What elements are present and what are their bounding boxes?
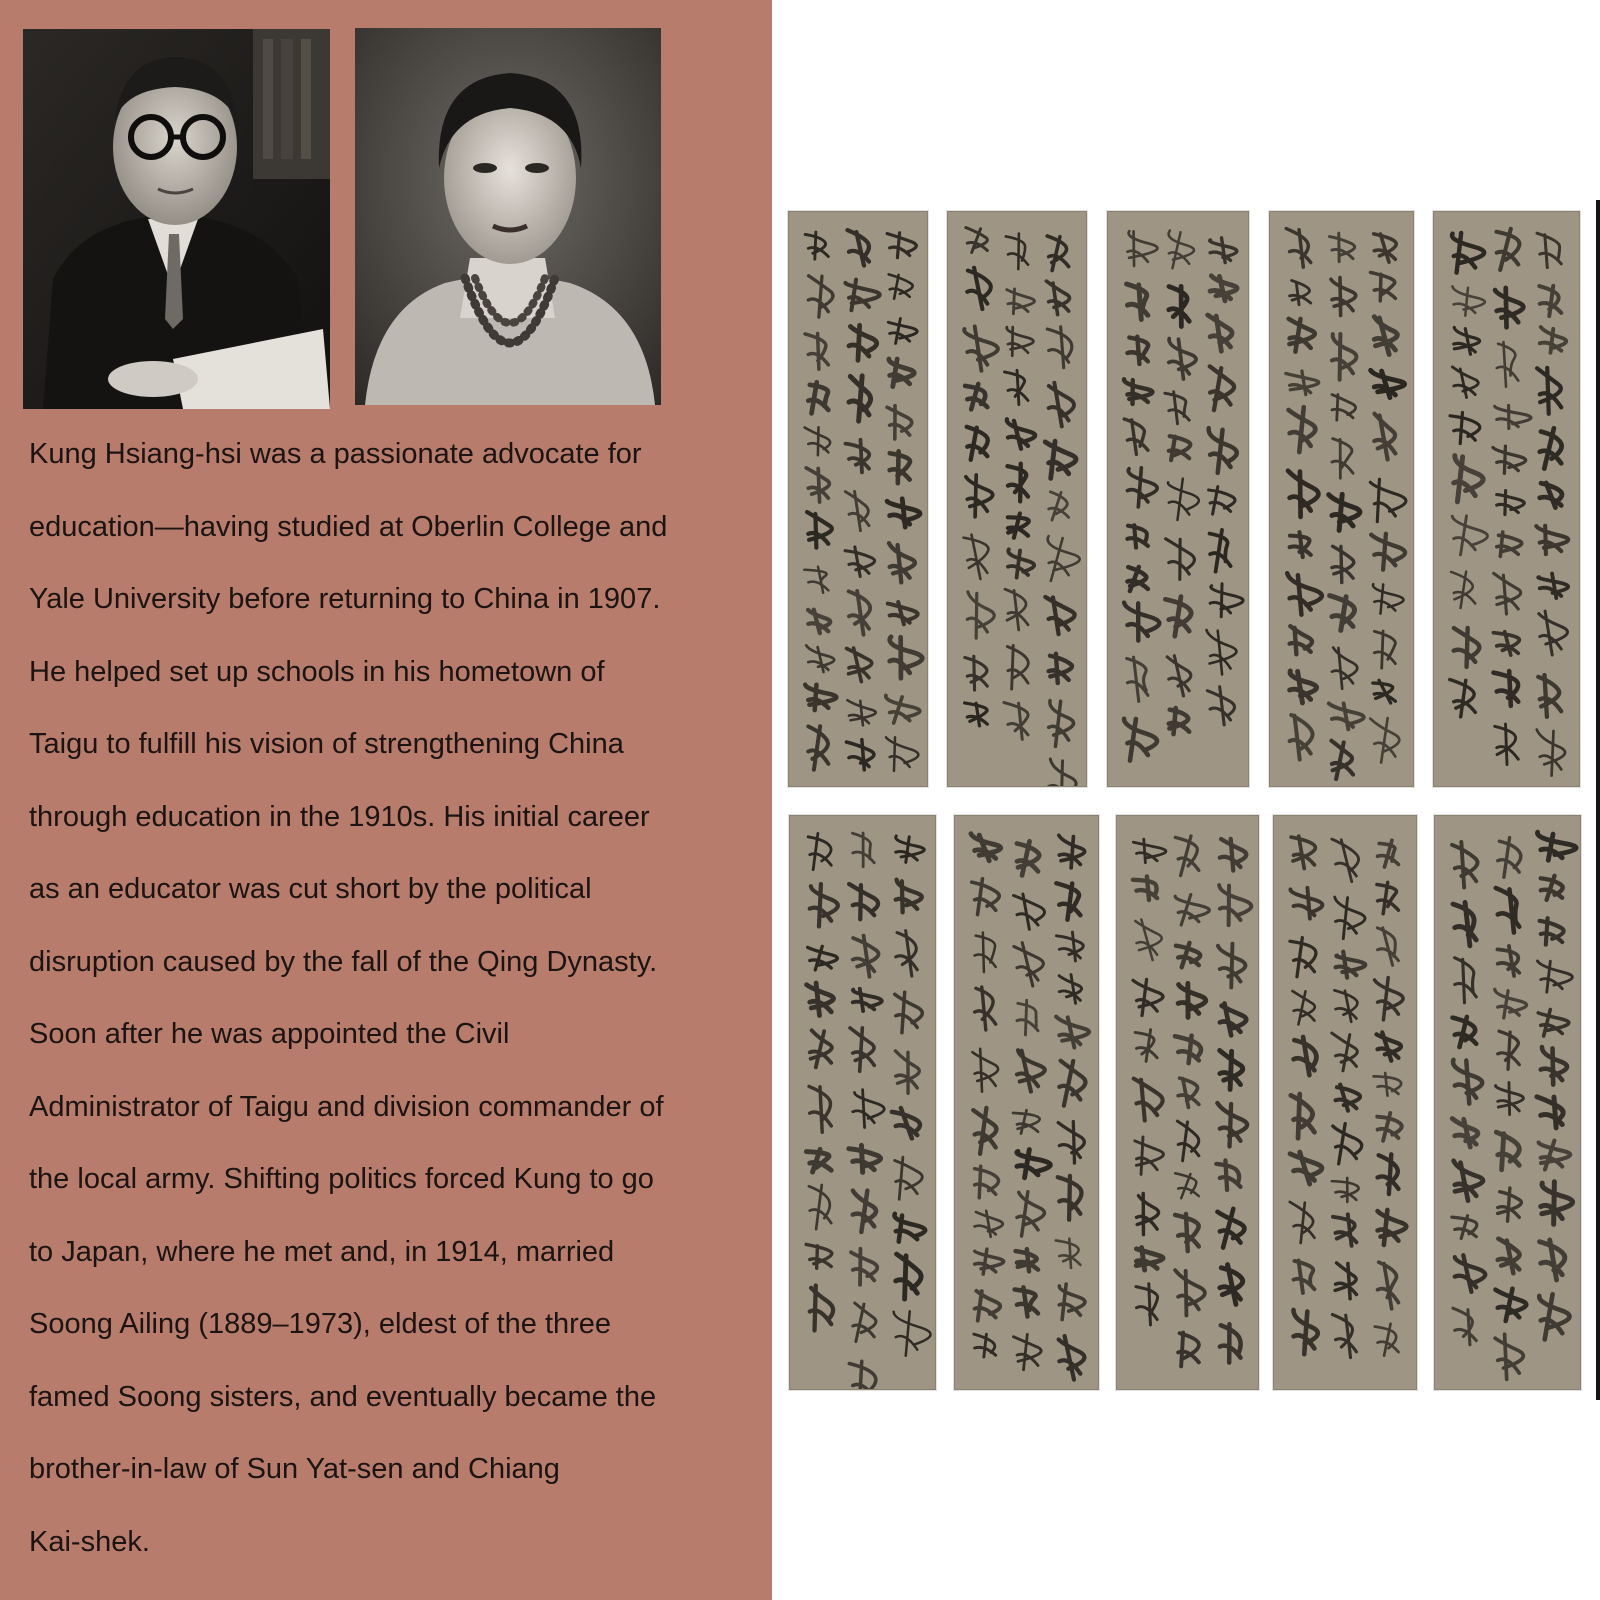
calligraphy-scroll — [1273, 815, 1417, 1390]
calligraphy-ink — [1434, 212, 1579, 786]
calligraphy-scroll — [1269, 211, 1414, 787]
bio-line: Yale University before returning to China in 1907. — [29, 583, 661, 615]
bio-line: He helped set up schools in his hometown of — [29, 655, 605, 688]
bio-line: Soong Ailing (1889–1973), eldest of the three — [29, 1308, 612, 1340]
bio-line: as an educator was cut short by the political — [29, 873, 592, 905]
calligraphy-scroll — [1433, 211, 1580, 787]
biography-text — [29, 418, 771, 1578]
bio-line: Soon after he was appointed the Civil — [29, 1018, 510, 1050]
calligraphy-ink — [948, 212, 1086, 786]
frame-edge — [1596, 200, 1600, 1400]
calligraphy-scroll — [1116, 815, 1259, 1390]
calligraphy-ink — [790, 816, 935, 1389]
portrait-kung-hsiang-hsi — [23, 29, 330, 409]
calligraphy-scroll — [1107, 211, 1249, 787]
calligraphy-ink — [955, 816, 1098, 1389]
portrait-soong-ailing — [355, 28, 661, 405]
bio-line: through education in the 1910s. His initial career — [29, 800, 650, 833]
bio-line: Administrator of Taigu and division commander of — [29, 1090, 664, 1123]
biography-panel — [0, 0, 772, 1600]
calligraphy-ink — [1108, 212, 1248, 786]
bio-line: Kai-shek. — [29, 1525, 150, 1558]
calligraphy-ink — [789, 212, 927, 786]
bio-line: disruption caused by the fall of the Qing Dynasty. — [29, 945, 658, 978]
calligraphy-scroll — [954, 815, 1099, 1390]
calligraphy-ink — [1435, 816, 1580, 1389]
bio-line: education—having studied at Oberlin College and — [29, 510, 668, 543]
calligraphy-ink — [1117, 816, 1258, 1389]
bio-line: famed Soong sisters, and eventually became the — [29, 1380, 657, 1413]
calligraphy-scroll — [788, 211, 928, 787]
bio-line: the local army. Shifting politics forced Kung to go — [29, 1163, 654, 1195]
calligraphy-ink — [1270, 212, 1413, 786]
bio-line: to Japan, where he met and, in 1914, married — [29, 1235, 615, 1268]
bio-line: Taigu to fulfill his vision of strengthening China — [29, 728, 624, 760]
calligraphy-scroll — [947, 211, 1087, 787]
calligraphy-ink — [1274, 816, 1416, 1389]
calligraphy-scroll — [1434, 815, 1581, 1390]
bio-line: brother-in-law of Sun Yat-sen and Chiang — [29, 1453, 560, 1485]
bio-line: Kung Hsiang-hsi was a passionate advocate for — [29, 438, 642, 470]
calligraphy-scroll — [789, 815, 936, 1390]
